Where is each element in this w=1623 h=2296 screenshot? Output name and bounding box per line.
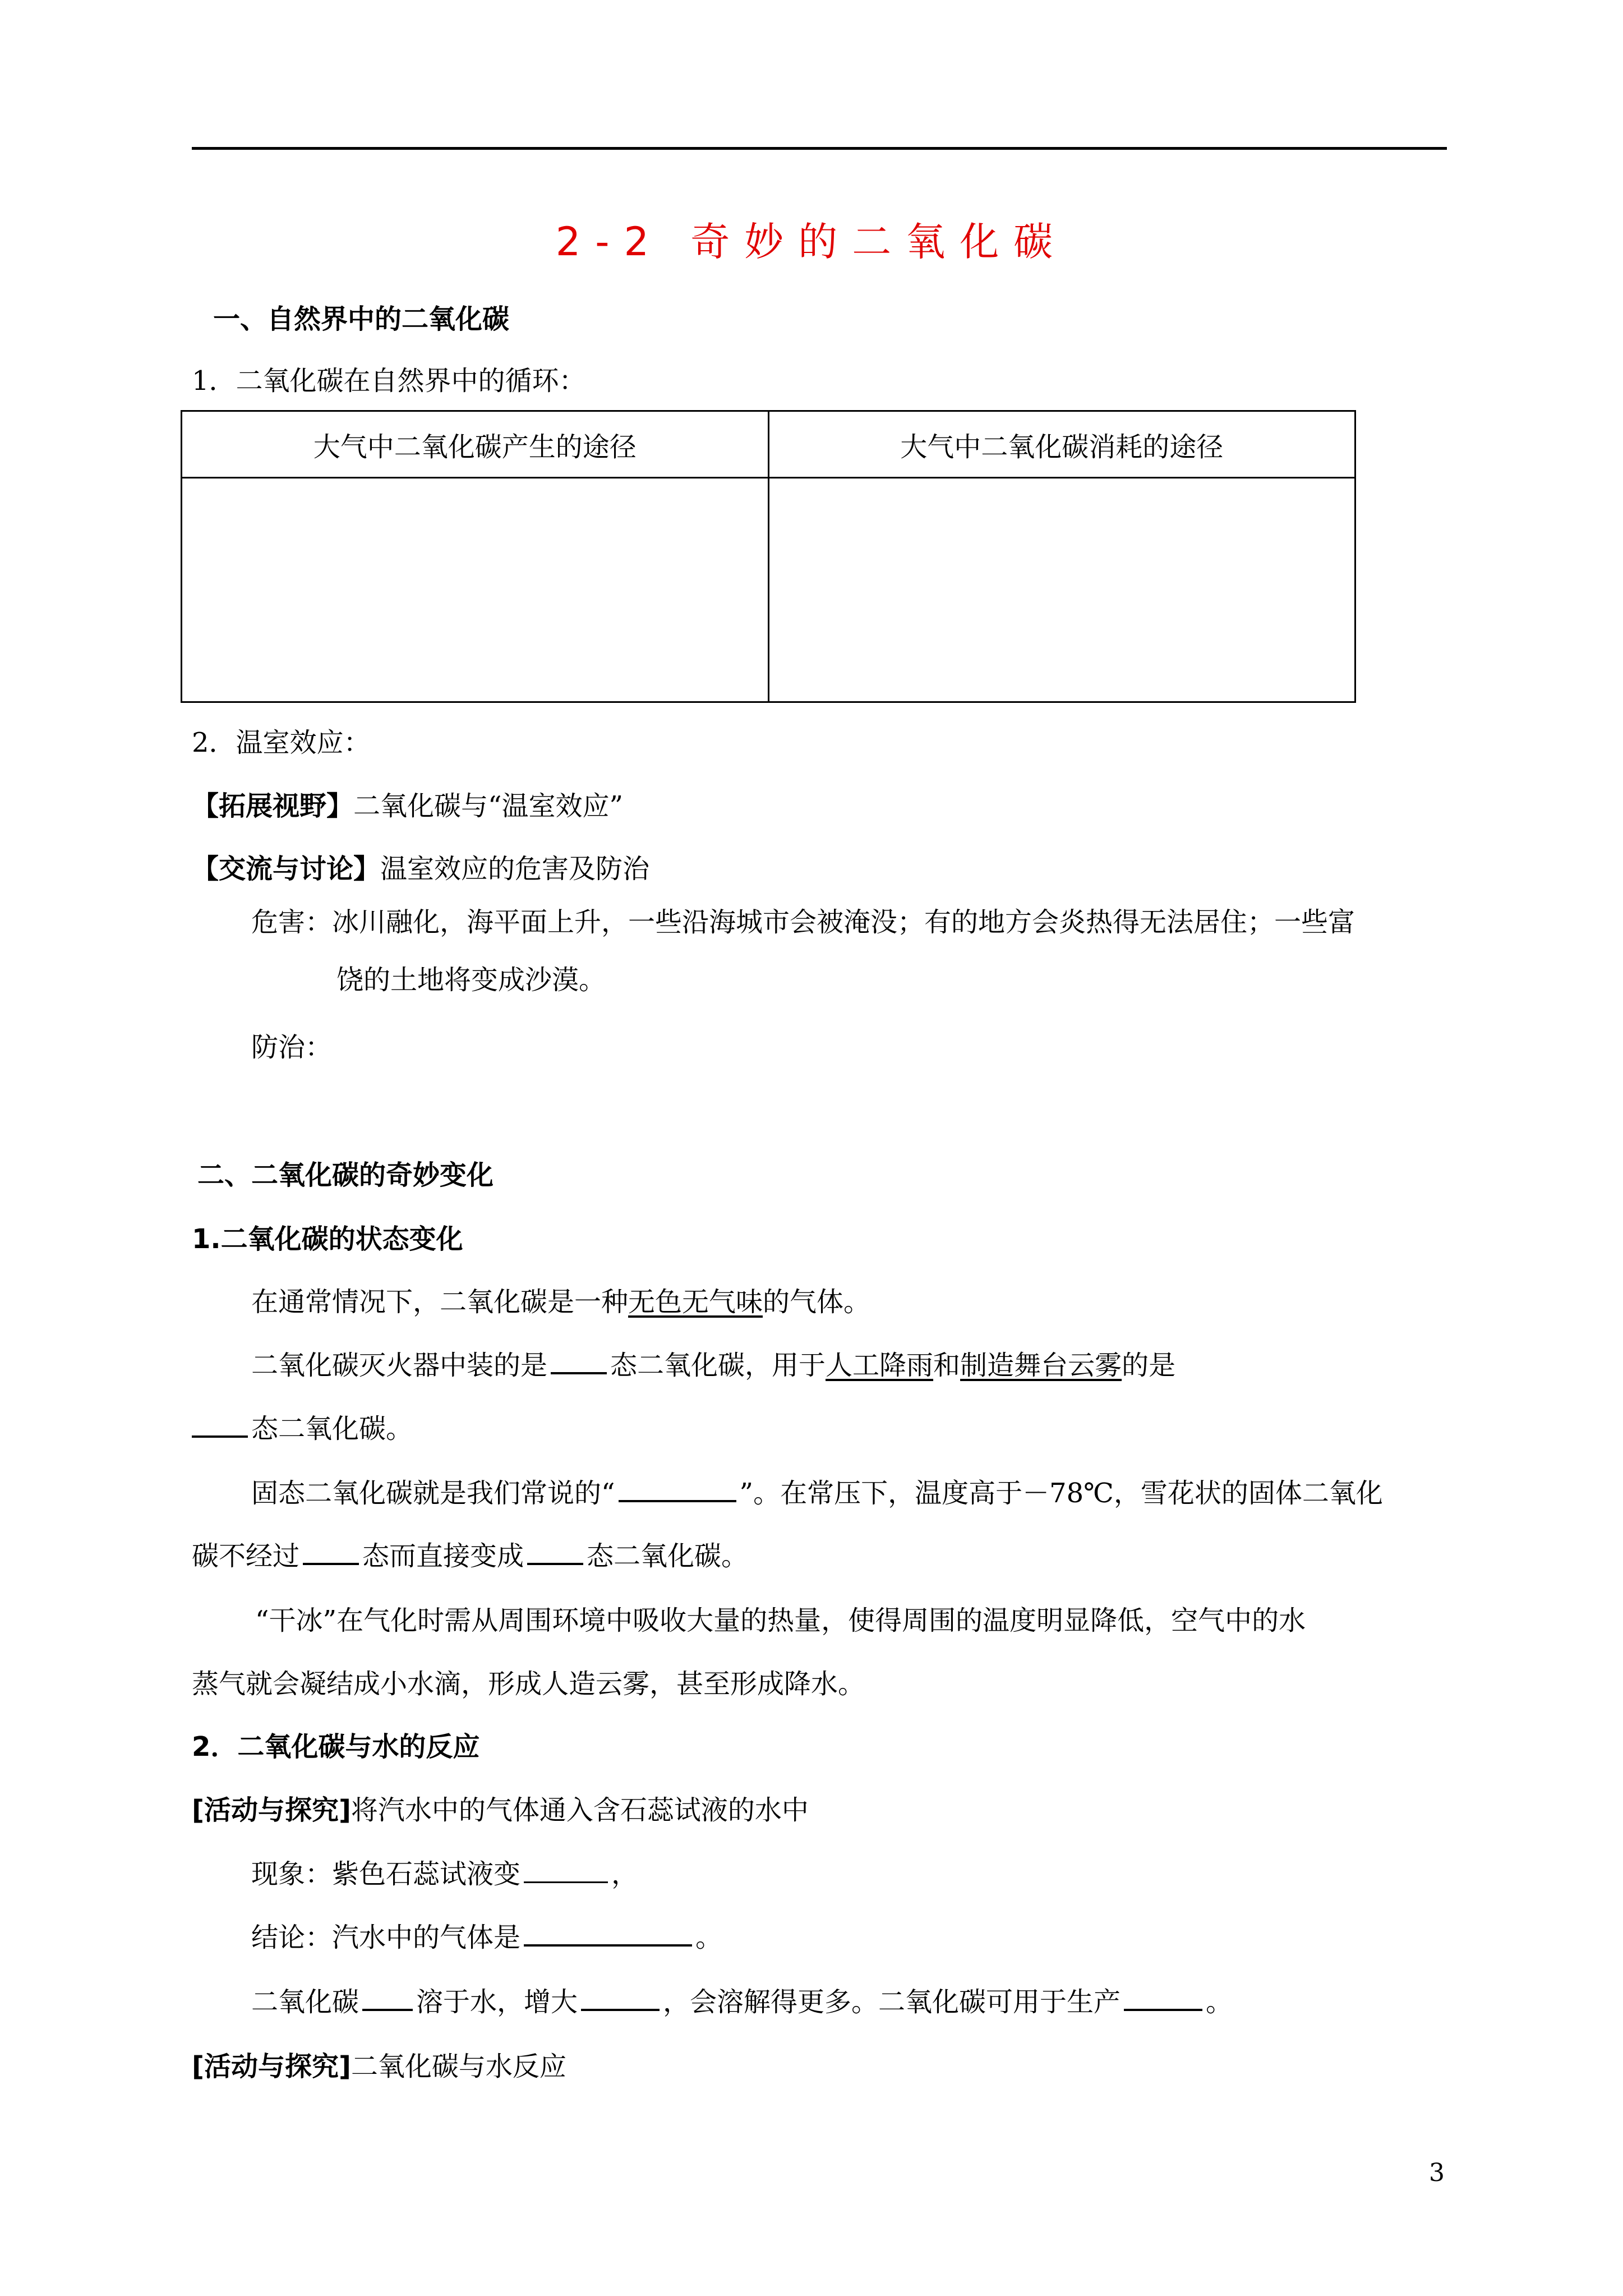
activity2-line — [192, 2045, 566, 2083]
para-sub-a: 碳不经过 — [192, 1540, 300, 1572]
para-sublimation — [192, 1534, 748, 1573]
discuss-line — [192, 847, 649, 886]
section1-item2: 2．温室效应： — [192, 727, 371, 758]
conclusion-label: 结论：汽水中的气体是 — [251, 1922, 521, 1953]
blank-dryice-name[interactable] — [619, 1478, 736, 1502]
blank-production[interactable] — [1124, 1986, 1202, 2011]
para-state2-text: 态二氧化碳。 — [251, 1413, 413, 1444]
para-dryice-b: ”。在常压下，温度高于－78℃，雪花状的固体二氧化 — [739, 1478, 1383, 1509]
section1-heading: 一、自然界中的二氧化碳 — [213, 303, 510, 335]
page-number: 3 — [1429, 2159, 1445, 2187]
activity2-text: 二氧化碳与水反应 — [351, 2051, 566, 2082]
para-state-a: 在通常情况下，二氧化碳是一种 — [251, 1286, 629, 1318]
para-ext-a: 二氧化碳灭火器中装的是 — [251, 1350, 548, 1381]
section1-item1: 1．二氧化碳在自然界中的循环： — [192, 365, 586, 397]
para-sub-c: 态二氧化碳。 — [587, 1540, 749, 1572]
para-extinguisher — [251, 1343, 1175, 1382]
para-dryice — [251, 1471, 1383, 1510]
para-ext-d: 的是 — [1122, 1350, 1176, 1381]
blank-skip-state[interactable] — [303, 1540, 359, 1565]
activity2-tag: [活动与探究] — [192, 2051, 351, 2082]
para-state — [251, 1280, 870, 1319]
para-state-b: 的气体。 — [763, 1286, 871, 1318]
table-cell-consume[interactable] — [768, 478, 1355, 702]
para-ext-b: 态二氧化碳，用于 — [610, 1350, 826, 1381]
solubility-line — [251, 1980, 1233, 2019]
section2-sub2: 2．二氧化碳与水的反应 — [192, 1731, 480, 1763]
co2-cycle-table — [181, 410, 1356, 703]
blank-conclusion[interactable] — [524, 1922, 692, 1947]
para-ext-fog: 制造舞台云雾 — [960, 1350, 1122, 1381]
expand-tag: 【拓展视野】 — [192, 790, 354, 822]
table-cell-produce[interactable] — [182, 478, 769, 702]
prevent-label: 防治： — [251, 1032, 333, 1063]
activity1-tag: [活动与探究] — [192, 1795, 351, 1826]
header-rule — [192, 147, 1447, 150]
para-state-underlined: 无色无气味 — [628, 1286, 763, 1318]
blank-solubility[interactable] — [362, 1986, 413, 2011]
para-ext-rain: 人工降雨 — [826, 1350, 934, 1381]
phenomenon-line — [251, 1852, 638, 1891]
activity1-line — [192, 1788, 809, 1827]
conclusion-line — [251, 1916, 722, 1954]
page-title: 2-2 奇妙的二氧化碳 — [555, 219, 1068, 265]
phenomenon-label: 现象：紫色石蕊试液变 — [251, 1858, 521, 1890]
expand-text: 二氧化碳与“温室效应” — [353, 790, 624, 822]
para-dryice-a: 固态二氧化碳就是我们常说的“ — [251, 1478, 615, 1509]
blank-pressure[interactable] — [581, 1986, 660, 2011]
section2-heading: 二、二氧化碳的奇妙变化 — [197, 1159, 494, 1191]
blank-extinguisher-state[interactable] — [551, 1350, 607, 1374]
para-sub-b: 态而直接变成 — [362, 1540, 524, 1572]
harm-line2: 饶的土地将变成沙漠。 — [336, 964, 606, 996]
discuss-tag: 【交流与讨论】 — [192, 853, 381, 885]
solubility-d: 。 — [1206, 1986, 1233, 2018]
solubility-c: ，会溶解得更多。二氧化碳可用于生产 — [663, 1986, 1121, 2018]
expand-line — [192, 784, 623, 823]
activity1-text: 将汽水中的气体通入含石蕊试液的水中 — [351, 1795, 809, 1826]
para-ext-c: 和 — [933, 1350, 961, 1381]
harm-line1: 危害：冰川融化，海平面上升，一些沿海城市会被淹没；有的地方会炎热得无法居住；一些富 — [251, 907, 1355, 938]
table-header-produce: 大气中二氧化碳产生的途径 — [182, 411, 769, 478]
phenomenon-end: ， — [611, 1858, 639, 1890]
para-dryice-effect-1: “干冰”在气化时需从周围环境中吸收大量的热量，使得周围的温度明显降低，空气中的水 — [255, 1605, 1306, 1636]
para-dryice-effect-2: 蒸气就会凝结成小水滴，形成人造云雾，甚至形成降水。 — [192, 1668, 865, 1700]
blank-final-state[interactable] — [527, 1540, 583, 1565]
para-state2 — [192, 1407, 413, 1446]
conclusion-end: 。 — [695, 1922, 723, 1953]
discuss-text: 温室效应的危害及防治 — [380, 853, 650, 885]
solubility-a: 二氧化碳 — [251, 1986, 359, 2018]
section2-sub1: 1.二氧化碳的状态变化 — [192, 1223, 463, 1255]
table-header-consume: 大气中二氧化碳消耗的途径 — [768, 411, 1355, 478]
solubility-b: 溶于水，增大 — [416, 1986, 578, 2018]
blank-dryice-state[interactable] — [192, 1413, 248, 1438]
blank-phenomenon[interactable] — [524, 1859, 608, 1883]
